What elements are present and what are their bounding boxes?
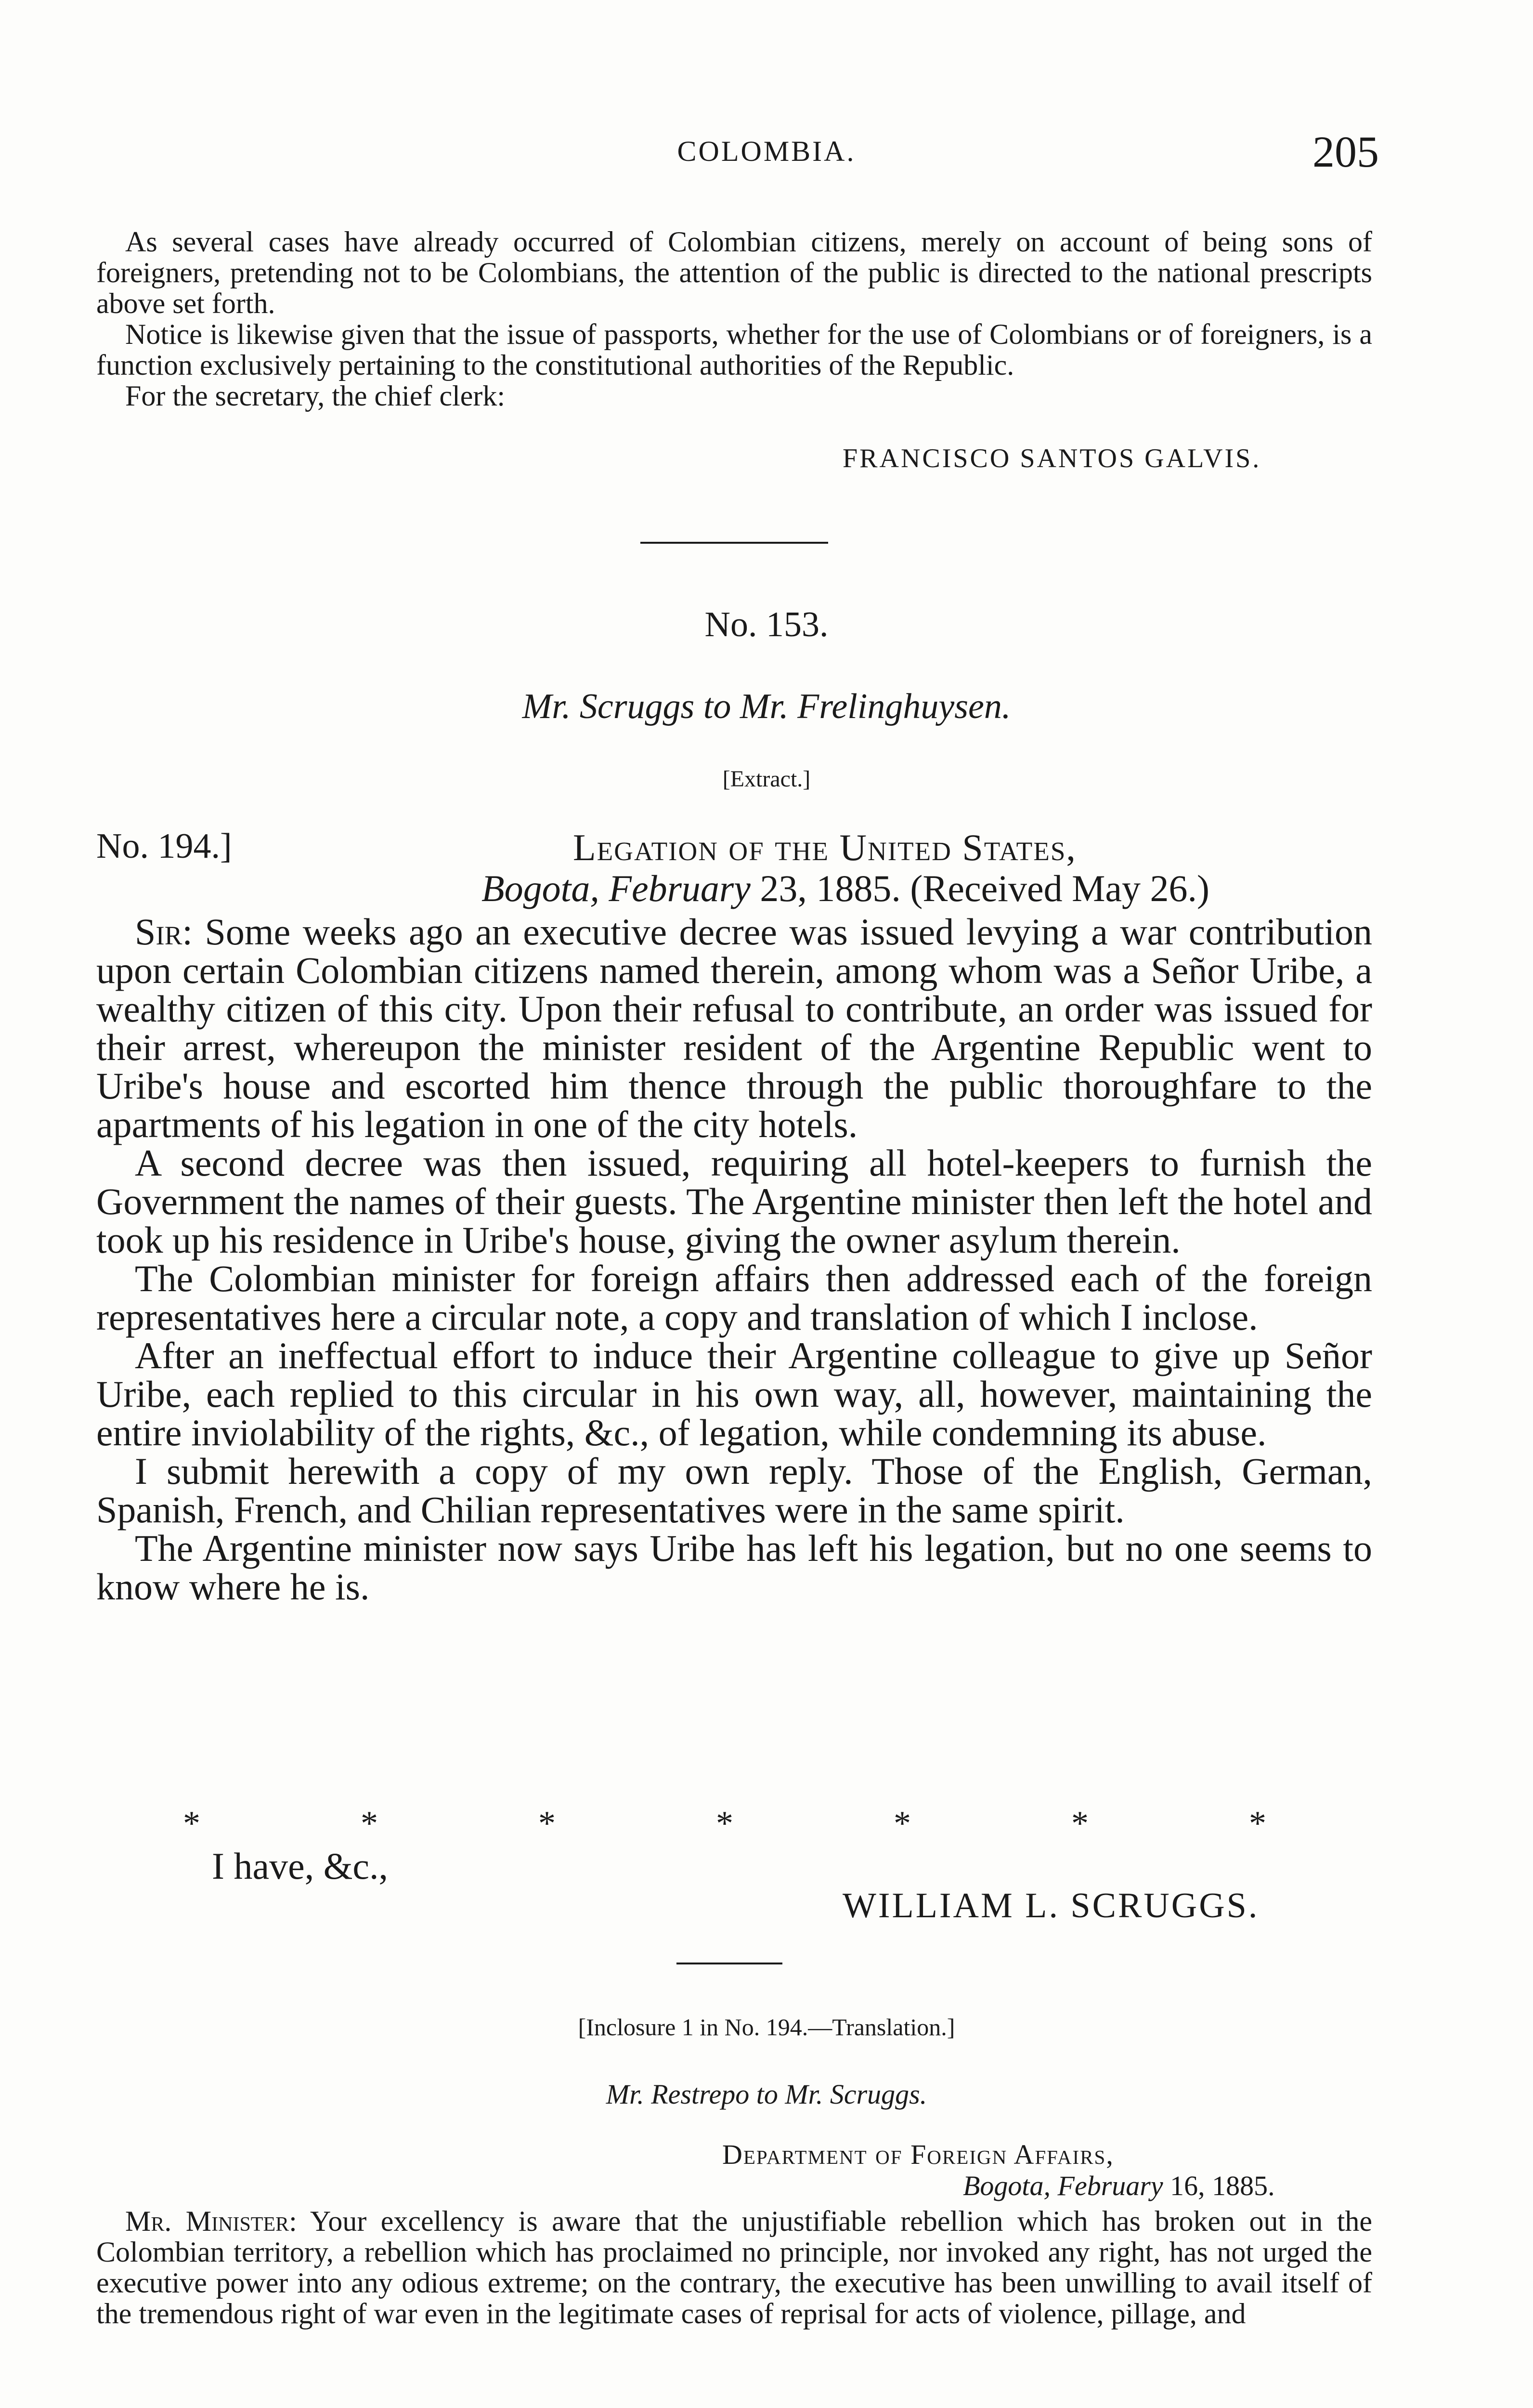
star: * <box>361 1804 378 1843</box>
section-divider <box>676 1963 782 1964</box>
star: * <box>538 1804 556 1843</box>
prior-paragraph: For the secretary, the chief clerk: <box>125 380 506 412</box>
salutation: Sir: <box>135 911 193 953</box>
department-heading: Department of Foreign Affairs, <box>722 2139 1114 2170</box>
paragraph-text: Your excellency is aware that the unjustifiable rebellion which has broken out in the Colombian territory, a rebellion which has proclaimed no principle, nor invoked any right, has not urged the executive power into any odious extreme; on the contrary, the executive has been unwilling to avail itself of the tremendous right of war even in the legitimate cases of reprisal for acts of violence, pillage, and <box>96 2205 1373 2329</box>
closing: I have, &c., <box>212 1845 389 1887</box>
letter-signature: WILLIAM L. SCRUGGS. <box>843 1886 1260 1925</box>
star: * <box>716 1804 733 1843</box>
letter-paragraph: After an ineffectual effort to induce their Argentine colleague to give up Señor Uribe, each replied to this circular in his own way, all, however, maintaining the entire inviolability of the rights, &c., of legation, while condemning its abuse. <box>96 1335 1372 1453</box>
paragraph-text: Some weeks ago an executive decree was issued levying a war contribution upon certain Colombian citizens named therein, among whom was a Señor Uribe, a wealthy citizen of this city. Upon their refusal to contribute, an order was issued for their arrest, whereupon the minister resident of the Argentine Republic went to Uribe's house and escorted him thence through the public thoroughfare to the apartments of his legation in one of the city hotels. <box>96 911 1372 1145</box>
star: * <box>183 1804 200 1843</box>
prior-paragraph: Notice is likewise given that the issue of passports, whether for the use of Colombians or of foreigners, is a function exclusively pertaining to the constitutional authorities of the Republic. <box>96 318 1372 381</box>
inclosure-paragraph <box>96 2206 1372 2329</box>
letter-paragraph <box>96 913 1372 1144</box>
letter-paragraph: A second decree was then issued, requiring all hotel-keepers to furnish the Government the names of their guests. The Argentine minister then left the hotel and took up his residence in Uribe's house, giving the owner asylum therein. <box>96 1142 1372 1261</box>
document-title: Mr. Scruggs to Mr. Frelinghuysen. <box>522 687 1011 726</box>
omission-stars <box>183 1804 1266 1844</box>
dispatch-place-date: Bogota, February <box>481 867 751 909</box>
star: * <box>894 1804 911 1843</box>
dispatch-number: No. 194.] <box>96 826 232 866</box>
star: * <box>1249 1804 1266 1843</box>
extract-note: [Extract.] <box>722 766 811 792</box>
inclosure-title: Mr. Restrepo to Mr. Scruggs. <box>606 2079 927 2110</box>
letter-paragraph: I submit herewith a copy of my own reply. Those of the English, German, Spanish, French, and Chilian representatives were in the same spirit. <box>96 1450 1372 1531</box>
page-number: 205 <box>1312 127 1379 176</box>
letter-paragraph: The Colombian minister for foreign affairs then addressed each of the foreign representatives here a circular note, a copy and translation of which I inclose. <box>96 1257 1372 1338</box>
star: * <box>1071 1804 1089 1843</box>
letter-body <box>96 913 1372 1606</box>
letter-paragraph: The Argentine minister now says Uribe has left his legation, but no one seems to know where he is. <box>96 1527 1372 1608</box>
dispatch-date <box>481 867 1209 910</box>
document-number: No. 153. <box>704 605 829 644</box>
inclosure-date-rest: 16, 1885. <box>1163 2170 1275 2201</box>
prior-paragraph: As several cases have already occurred of Colombian citizens, merely on account of being sons of foreigners, pretending not to be Colombians, the attention of the public is directed to the national prescripts above set forth. <box>96 226 1372 319</box>
inclosure-note: [Inclosure 1 in No. 194.—Translation.] <box>578 2014 955 2041</box>
prior-document-text <box>96 226 1372 411</box>
dispatch-date-rest: 23, 1885. (Received May 26.) <box>750 867 1210 909</box>
inclosure-date <box>963 2170 1275 2202</box>
running-title: COLOMBIA. <box>677 135 856 167</box>
section-divider <box>640 542 828 544</box>
inclosure-place-date: Bogota, February <box>963 2170 1163 2201</box>
legation-heading: Legation of the United States, <box>573 826 1077 868</box>
inclosure-salutation: Mr. Minister: <box>125 2205 297 2237</box>
prior-signature: FRANCISCO SANTOS GALVIS. <box>843 444 1261 473</box>
inclosure-body <box>96 2206 1372 2329</box>
